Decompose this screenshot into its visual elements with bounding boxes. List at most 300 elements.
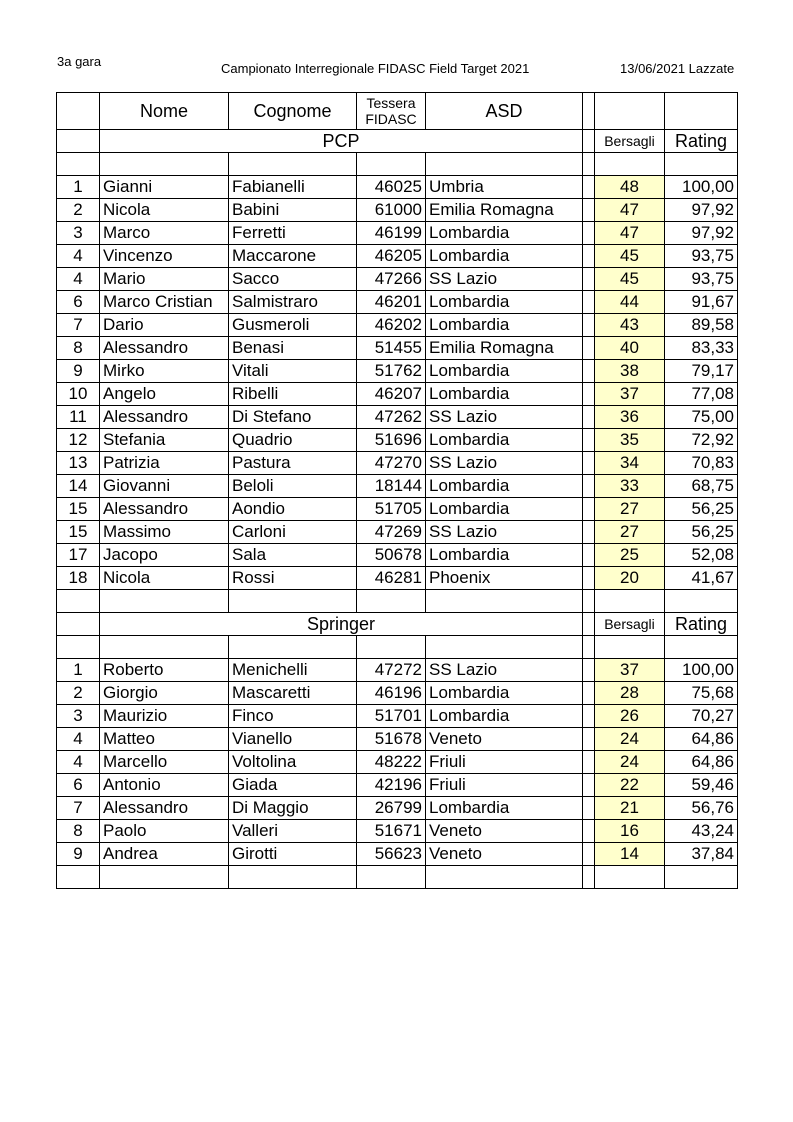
cell-rank: 15 <box>57 498 100 521</box>
cell-tessera: 61000 <box>357 199 426 222</box>
empty-cell <box>665 866 738 889</box>
spacer-row <box>57 636 738 659</box>
empty-cell <box>665 590 738 613</box>
cell-bersagli: 14 <box>595 843 665 866</box>
cell-rank: 4 <box>57 245 100 268</box>
column-header-rating: Rating <box>665 613 738 636</box>
empty-cell <box>595 153 665 176</box>
cell-bersagli: 26 <box>595 705 665 728</box>
cell-cognome: Sacco <box>229 268 357 291</box>
cell-cognome: Pastura <box>229 452 357 475</box>
cell-asd: Lombardia <box>426 682 583 705</box>
empty-cell <box>426 153 583 176</box>
table-row <box>57 797 738 820</box>
empty-cell <box>583 452 595 475</box>
cell-bersagli: 33 <box>595 475 665 498</box>
cell-cognome: Beloli <box>229 475 357 498</box>
cell-bersagli: 24 <box>595 728 665 751</box>
cell-cognome: Sala <box>229 544 357 567</box>
cell-rank: 13 <box>57 452 100 475</box>
table-row <box>57 705 738 728</box>
empty-cell <box>583 797 595 820</box>
empty-cell <box>583 659 595 682</box>
cell-tessera: 51762 <box>357 360 426 383</box>
cell-tessera: 51678 <box>357 728 426 751</box>
cell-rating: 72,92 <box>665 429 738 452</box>
cell-tessera: 18144 <box>357 475 426 498</box>
cell-cognome: Aondio <box>229 498 357 521</box>
cell-cognome: Fabianelli <box>229 176 357 199</box>
cell-asd: Lombardia <box>426 544 583 567</box>
cell-tessera: 46201 <box>357 291 426 314</box>
empty-cell <box>583 682 595 705</box>
table-row <box>57 498 738 521</box>
cell-bersagli: 16 <box>595 820 665 843</box>
table-row <box>57 176 738 199</box>
spacer-row <box>57 866 738 889</box>
results-table <box>56 92 738 889</box>
cell-bersagli: 44 <box>595 291 665 314</box>
table-row <box>57 383 738 406</box>
cell-rating: 64,86 <box>665 728 738 751</box>
column-header-cognome: Cognome <box>229 93 357 130</box>
header-empty-rank <box>57 93 100 130</box>
empty-cell <box>357 866 426 889</box>
cell-tessera: 46025 <box>357 176 426 199</box>
empty-cell <box>57 866 100 889</box>
cell-cognome: Mascaretti <box>229 682 357 705</box>
empty-cell <box>583 728 595 751</box>
spacer-row <box>57 590 738 613</box>
header-empty-bersagli <box>595 93 665 130</box>
table-row <box>57 452 738 475</box>
cell-rank: 9 <box>57 843 100 866</box>
cell-tessera: 47262 <box>357 406 426 429</box>
table-row <box>57 245 738 268</box>
cell-asd: Lombardia <box>426 498 583 521</box>
cell-asd: SS Lazio <box>426 406 583 429</box>
table-row <box>57 268 738 291</box>
empty-cell <box>583 314 595 337</box>
cell-tessera: 47266 <box>357 268 426 291</box>
table-row <box>57 475 738 498</box>
cell-rating: 97,92 <box>665 222 738 245</box>
column-header-nome: Nome <box>100 93 229 130</box>
cell-cognome: Ferretti <box>229 222 357 245</box>
table-row <box>57 314 738 337</box>
cell-nome: Alessandro <box>100 797 229 820</box>
cell-tessera: 46205 <box>357 245 426 268</box>
cell-nome: Alessandro <box>100 498 229 521</box>
cell-rating: 75,00 <box>665 406 738 429</box>
cell-cognome: Di Stefano <box>229 406 357 429</box>
cell-rank: 7 <box>57 314 100 337</box>
section-header-row <box>57 613 738 636</box>
header-empty-rating <box>665 93 738 130</box>
cell-rating: 100,00 <box>665 659 738 682</box>
cell-cognome: Quadrio <box>229 429 357 452</box>
cell-nome: Patrizia <box>100 452 229 475</box>
empty-cell <box>583 337 595 360</box>
cell-tessera: 51455 <box>357 337 426 360</box>
cell-rank: 9 <box>57 360 100 383</box>
cell-cognome: Di Maggio <box>229 797 357 820</box>
cell-tessera: 48222 <box>357 751 426 774</box>
cell-tessera: 47269 <box>357 521 426 544</box>
cell-tessera: 47270 <box>357 452 426 475</box>
cell-rank: 3 <box>57 705 100 728</box>
cell-rank: 10 <box>57 383 100 406</box>
table-row <box>57 751 738 774</box>
empty-cell <box>583 360 595 383</box>
cell-nome: Alessandro <box>100 337 229 360</box>
cell-tessera: 46207 <box>357 383 426 406</box>
cell-tessera: 47272 <box>357 659 426 682</box>
empty-cell <box>665 636 738 659</box>
cell-rating: 79,17 <box>665 360 738 383</box>
cell-asd: Veneto <box>426 728 583 751</box>
cell-tessera: 46196 <box>357 682 426 705</box>
cell-rating: 56,25 <box>665 498 738 521</box>
cell-rank: 1 <box>57 659 100 682</box>
cell-rank: 4 <box>57 268 100 291</box>
cell-nome: Giovanni <box>100 475 229 498</box>
empty-cell <box>426 866 583 889</box>
cell-rank: 12 <box>57 429 100 452</box>
empty-cell <box>100 866 229 889</box>
empty-cell <box>229 590 357 613</box>
cell-nome: Giorgio <box>100 682 229 705</box>
empty-cell <box>100 636 229 659</box>
cell-rating: 100,00 <box>665 176 738 199</box>
cell-rating: 37,84 <box>665 843 738 866</box>
empty-cell <box>583 130 595 153</box>
cell-bersagli: 27 <box>595 498 665 521</box>
cell-rating: 89,58 <box>665 314 738 337</box>
cell-rating: 59,46 <box>665 774 738 797</box>
cell-bersagli: 47 <box>595 199 665 222</box>
table-row <box>57 774 738 797</box>
column-header-bersagli: Bersagli <box>595 130 665 153</box>
cell-rank: 7 <box>57 797 100 820</box>
empty-cell <box>595 636 665 659</box>
empty-cell <box>583 751 595 774</box>
cell-bersagli: 47 <box>595 222 665 245</box>
cell-rating: 52,08 <box>665 544 738 567</box>
table-row <box>57 337 738 360</box>
empty-cell <box>583 153 595 176</box>
cell-rating: 56,76 <box>665 797 738 820</box>
cell-cognome: Babini <box>229 199 357 222</box>
cell-rank: 8 <box>57 337 100 360</box>
cell-asd: Lombardia <box>426 245 583 268</box>
empty-cell <box>583 383 595 406</box>
empty-cell <box>583 268 595 291</box>
race-number: 3a gara <box>57 54 102 69</box>
empty-cell <box>57 130 100 153</box>
empty-cell <box>357 153 426 176</box>
cell-rating: 70,83 <box>665 452 738 475</box>
cell-tessera: 46199 <box>357 222 426 245</box>
cell-cognome: Vitali <box>229 360 357 383</box>
empty-cell <box>583 475 595 498</box>
cell-nome: Jacopo <box>100 544 229 567</box>
cell-rank: 6 <box>57 291 100 314</box>
cell-rank: 4 <box>57 728 100 751</box>
cell-nome: Gianni <box>100 176 229 199</box>
table-row <box>57 544 738 567</box>
cell-tessera: 51696 <box>357 429 426 452</box>
table-row <box>57 659 738 682</box>
empty-cell <box>583 774 595 797</box>
cell-rank: 4 <box>57 751 100 774</box>
cell-rating: 77,08 <box>665 383 738 406</box>
cell-bersagli: 25 <box>595 544 665 567</box>
cell-rating: 93,75 <box>665 268 738 291</box>
cell-bersagli: 36 <box>595 406 665 429</box>
empty-cell <box>583 222 595 245</box>
empty-cell <box>583 429 595 452</box>
cell-cognome: Maccarone <box>229 245 357 268</box>
cell-cognome: Finco <box>229 705 357 728</box>
cell-tessera: 56623 <box>357 843 426 866</box>
cell-rank: 1 <box>57 176 100 199</box>
empty-cell <box>583 705 595 728</box>
cell-tessera: 51701 <box>357 705 426 728</box>
cell-asd: SS Lazio <box>426 452 583 475</box>
cell-cognome: Giada <box>229 774 357 797</box>
empty-cell <box>583 866 595 889</box>
empty-cell <box>229 636 357 659</box>
cell-asd: Umbria <box>426 176 583 199</box>
cell-rating: 41,67 <box>665 567 738 590</box>
cell-tessera: 26799 <box>357 797 426 820</box>
cell-nome: Alessandro <box>100 406 229 429</box>
empty-cell <box>583 521 595 544</box>
cell-rank: 2 <box>57 682 100 705</box>
column-header-bersagli: Bersagli <box>595 613 665 636</box>
cell-bersagli: 43 <box>595 314 665 337</box>
table-row <box>57 521 738 544</box>
empty-cell <box>583 544 595 567</box>
column-header-rating: Rating <box>665 130 738 153</box>
cell-nome: Andrea <box>100 843 229 866</box>
cell-tessera: 42196 <box>357 774 426 797</box>
cell-rating: 97,92 <box>665 199 738 222</box>
cell-asd: SS Lazio <box>426 268 583 291</box>
empty-cell <box>583 567 595 590</box>
cell-nome: Mirko <box>100 360 229 383</box>
empty-cell <box>57 153 100 176</box>
column-header-tessera <box>357 93 426 130</box>
column-header-asd: ASD <box>426 93 583 130</box>
cell-cognome: Voltolina <box>229 751 357 774</box>
empty-cell <box>583 406 595 429</box>
tessera-line-1: Tessera <box>366 95 416 111</box>
cell-nome: Matteo <box>100 728 229 751</box>
column-header-row <box>57 93 738 130</box>
cell-bersagli: 45 <box>595 268 665 291</box>
cell-asd: Friuli <box>426 774 583 797</box>
cell-asd: Lombardia <box>426 475 583 498</box>
cell-rating: 56,25 <box>665 521 738 544</box>
cell-tessera: 51671 <box>357 820 426 843</box>
cell-asd: Veneto <box>426 843 583 866</box>
cell-asd: Friuli <box>426 751 583 774</box>
date-place: 13/06/2021 Lazzate <box>620 61 735 76</box>
cell-cognome: Menichelli <box>229 659 357 682</box>
cell-cognome: Valleri <box>229 820 357 843</box>
cell-nome: Angelo <box>100 383 229 406</box>
cell-nome: Dario <box>100 314 229 337</box>
cell-bersagli: 21 <box>595 797 665 820</box>
cell-rating: 43,24 <box>665 820 738 843</box>
cell-bersagli: 22 <box>595 774 665 797</box>
empty-cell <box>357 590 426 613</box>
empty-cell <box>583 636 595 659</box>
cell-asd: Lombardia <box>426 383 583 406</box>
cell-nome: Massimo <box>100 521 229 544</box>
table-row <box>57 199 738 222</box>
cell-asd: Phoenix <box>426 567 583 590</box>
cell-cognome: Benasi <box>229 337 357 360</box>
cell-nome: Antonio <box>100 774 229 797</box>
cell-cognome: Carloni <box>229 521 357 544</box>
empty-cell <box>57 636 100 659</box>
table-row <box>57 567 738 590</box>
cell-rating: 70,27 <box>665 705 738 728</box>
empty-cell <box>583 498 595 521</box>
cell-cognome: Vianello <box>229 728 357 751</box>
empty-cell <box>100 153 229 176</box>
section-title: PCP <box>100 130 583 153</box>
cell-bersagli: 40 <box>595 337 665 360</box>
cell-nome: Vincenzo <box>100 245 229 268</box>
empty-cell <box>583 199 595 222</box>
cell-cognome: Girotti <box>229 843 357 866</box>
cell-tessera: 51705 <box>357 498 426 521</box>
empty-cell <box>426 636 583 659</box>
cell-rank: 18 <box>57 567 100 590</box>
table-row <box>57 406 738 429</box>
tessera-line-2: FIDASC <box>365 111 417 127</box>
cell-bersagli: 37 <box>595 383 665 406</box>
cell-rating: 75,68 <box>665 682 738 705</box>
cell-rank: 14 <box>57 475 100 498</box>
cell-rating: 91,67 <box>665 291 738 314</box>
cell-asd: Lombardia <box>426 705 583 728</box>
header-empty-gap <box>583 93 595 130</box>
cell-bersagli: 27 <box>595 521 665 544</box>
cell-asd: Veneto <box>426 820 583 843</box>
cell-asd: Lombardia <box>426 222 583 245</box>
cell-rating: 93,75 <box>665 245 738 268</box>
cell-bersagli: 45 <box>595 245 665 268</box>
cell-bersagli: 48 <box>595 176 665 199</box>
empty-cell <box>57 613 100 636</box>
cell-cognome: Rossi <box>229 567 357 590</box>
cell-asd: Lombardia <box>426 314 583 337</box>
empty-cell <box>583 820 595 843</box>
cell-rank: 8 <box>57 820 100 843</box>
empty-cell <box>57 590 100 613</box>
empty-cell <box>357 636 426 659</box>
empty-cell <box>583 613 595 636</box>
empty-cell <box>583 843 595 866</box>
cell-nome: Mario <box>100 268 229 291</box>
empty-cell <box>100 590 229 613</box>
cell-cognome: Salmistraro <box>229 291 357 314</box>
cell-rank: 17 <box>57 544 100 567</box>
cell-nome: Marco Cristian <box>100 291 229 314</box>
cell-tessera: 50678 <box>357 544 426 567</box>
table-row <box>57 682 738 705</box>
empty-cell <box>583 291 595 314</box>
cell-rank: 6 <box>57 774 100 797</box>
cell-tessera: 46281 <box>357 567 426 590</box>
cell-bersagli: 35 <box>595 429 665 452</box>
document-title: Campionato Interregionale FIDASC Field Target 2021 <box>221 61 530 76</box>
table-row <box>57 820 738 843</box>
cell-tessera: 46202 <box>357 314 426 337</box>
cell-bersagli: 34 <box>595 452 665 475</box>
cell-rank: 11 <box>57 406 100 429</box>
empty-cell <box>665 153 738 176</box>
cell-cognome: Ribelli <box>229 383 357 406</box>
table-row <box>57 728 738 751</box>
empty-cell <box>583 590 595 613</box>
cell-asd: SS Lazio <box>426 659 583 682</box>
cell-nome: Marcello <box>100 751 229 774</box>
cell-bersagli: 20 <box>595 567 665 590</box>
spacer-row <box>57 153 738 176</box>
empty-cell <box>229 866 357 889</box>
table-row <box>57 429 738 452</box>
cell-bersagli: 38 <box>595 360 665 383</box>
cell-asd: Lombardia <box>426 360 583 383</box>
section-title: Springer <box>100 613 583 636</box>
table-row <box>57 222 738 245</box>
cell-rating: 64,86 <box>665 751 738 774</box>
cell-nome: Marco <box>100 222 229 245</box>
table-row <box>57 843 738 866</box>
empty-cell <box>583 245 595 268</box>
cell-asd: Emilia Romagna <box>426 199 583 222</box>
empty-cell <box>595 866 665 889</box>
cell-asd: SS Lazio <box>426 521 583 544</box>
cell-nome: Nicola <box>100 567 229 590</box>
cell-bersagli: 24 <box>595 751 665 774</box>
cell-nome: Maurizio <box>100 705 229 728</box>
cell-bersagli: 28 <box>595 682 665 705</box>
cell-nome: Paolo <box>100 820 229 843</box>
cell-asd: Lombardia <box>426 291 583 314</box>
cell-cognome: Gusmeroli <box>229 314 357 337</box>
cell-nome: Stefania <box>100 429 229 452</box>
section-header-row <box>57 130 738 153</box>
cell-asd: Lombardia <box>426 429 583 452</box>
cell-asd: Emilia Romagna <box>426 337 583 360</box>
cell-rank: 2 <box>57 199 100 222</box>
cell-rating: 83,33 <box>665 337 738 360</box>
empty-cell <box>229 153 357 176</box>
cell-asd: Lombardia <box>426 797 583 820</box>
empty-cell <box>426 590 583 613</box>
cell-bersagli: 37 <box>595 659 665 682</box>
empty-cell <box>595 590 665 613</box>
cell-nome: Nicola <box>100 199 229 222</box>
empty-cell <box>583 176 595 199</box>
